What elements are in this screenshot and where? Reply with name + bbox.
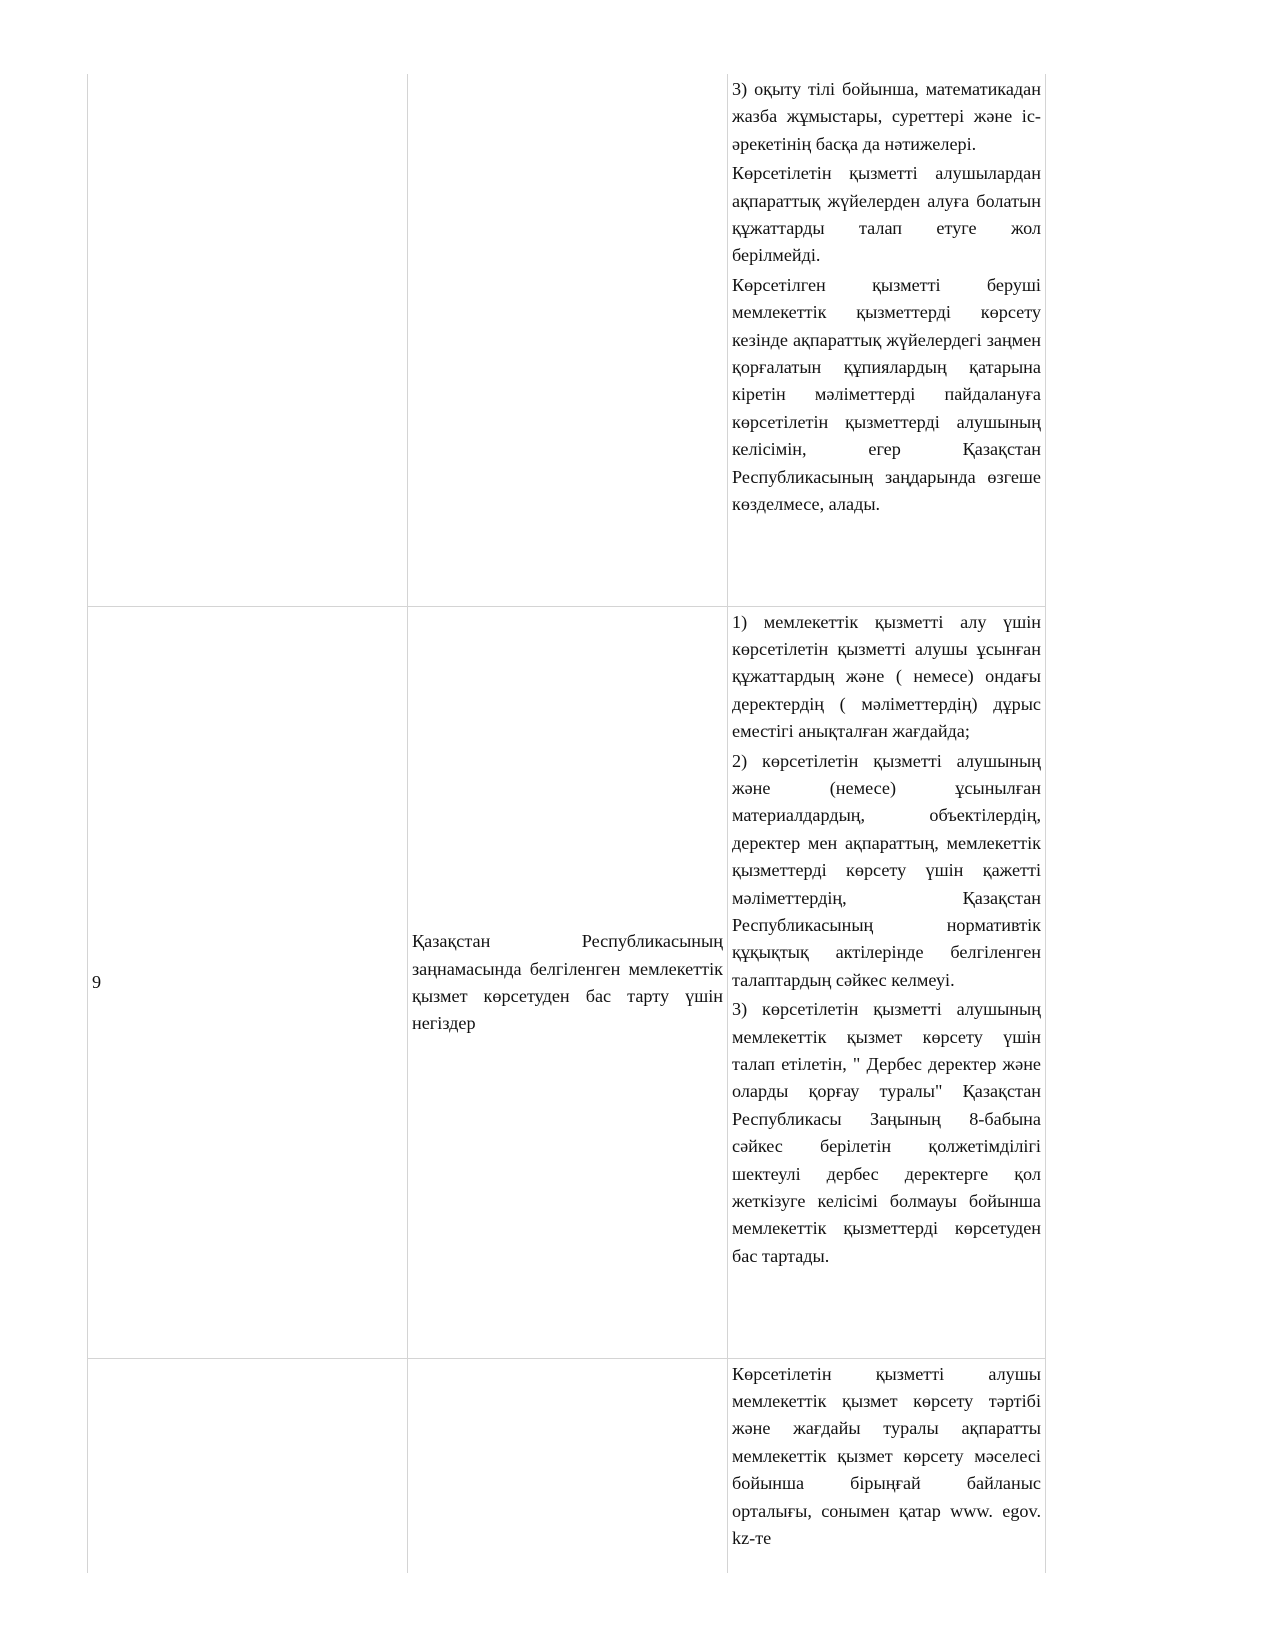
service-standard-table <box>87 74 1046 1573</box>
content-paragraph: 3) көрсетілетін қызметті алушының мемлекеттік қызмет көрсету үшін талап етілетін, " Дербес деректер және оларды қорғау туралы" Қазақстан Республикасы Заңының 8-бабына сәйкес берілетін қолжетімділігі шектеулі дербес деректерге қол жеткізуге келісімі болмауы бойынша мемлекеттік қызметтерді көрсетуден бас тартады. <box>732 999 1041 1266</box>
row-name-cell: Қазақстан Республикасының заңнамасында белгіленген мемлекеттік қызмет көрсетуден бас тарту үшін негіздер <box>408 606 728 1358</box>
table-row <box>88 1358 1046 1573</box>
content-paragraph: 1) мемлекеттік қызметті алу үшін көрсетілетін қызметті алушы ұсынған құжаттардың және ( немесе) ондағы деректердің ( мәліметтердің) дұрыс еместігі анықталған жағдайда; <box>732 611 1041 742</box>
row-number-cell <box>88 74 408 606</box>
content-paragraph: 2) көрсетілетін қызметті алушының және (немесе) ұсынылған материалдардың, объектілердің, деректер мен ақпараттың, мемлекеттік қызметтерді көрсету үшін қажетті мәліметтердің, Қазақстан Республикасының нормативтік құқықтық актілерінде белгіленген талаптардың сәйкес келмеуі. <box>732 750 1041 990</box>
row-number-cell: 9 <box>88 606 408 1358</box>
row-content-cell <box>728 74 1046 606</box>
table-row <box>88 74 1046 606</box>
content-paragraph: Көрсетілетін қызметті алушылардан ақпараттық жүйелерден алуға болатын құжаттарды талап етуге жол берілмейді. <box>732 163 1041 266</box>
row-number-cell <box>88 1358 408 1573</box>
content-paragraph: Көрсетілген қызметті беруші мемлекеттік қызметтерді көрсету кезінде ақпараттық жүйелердегі заңмен қорғалатын құпиялардың қатарына кіретін мәліметтерді пайдалануға көрсетілетін қызметтерді алушының келісімін, егер Қазақстан Республикасының заңдарында өзгеше көзделмесе, алады. <box>732 274 1041 515</box>
row-name-cell <box>408 74 728 606</box>
content-paragraph: Көрсетілетін қызметті алушы мемлекеттік қызмет көрсету тәртібі және жағдайы туралы ақпаратты мемлекеттік қызмет көрсету мәселесі бойынша бірыңғай байланыс орталығы, сонымен қатар www. egov. kz-те <box>732 1363 1041 1548</box>
row-content-cell <box>728 606 1046 1358</box>
content-paragraph: 3) оқыту тілі бойынша, математикадан жазба жұмыстары, суреттері және іс-әрекетінің басқа да нәтижелері. <box>732 79 1041 154</box>
row-content-cell <box>728 1358 1046 1573</box>
row-name-cell <box>408 1358 728 1573</box>
table-row <box>88 606 1046 1358</box>
